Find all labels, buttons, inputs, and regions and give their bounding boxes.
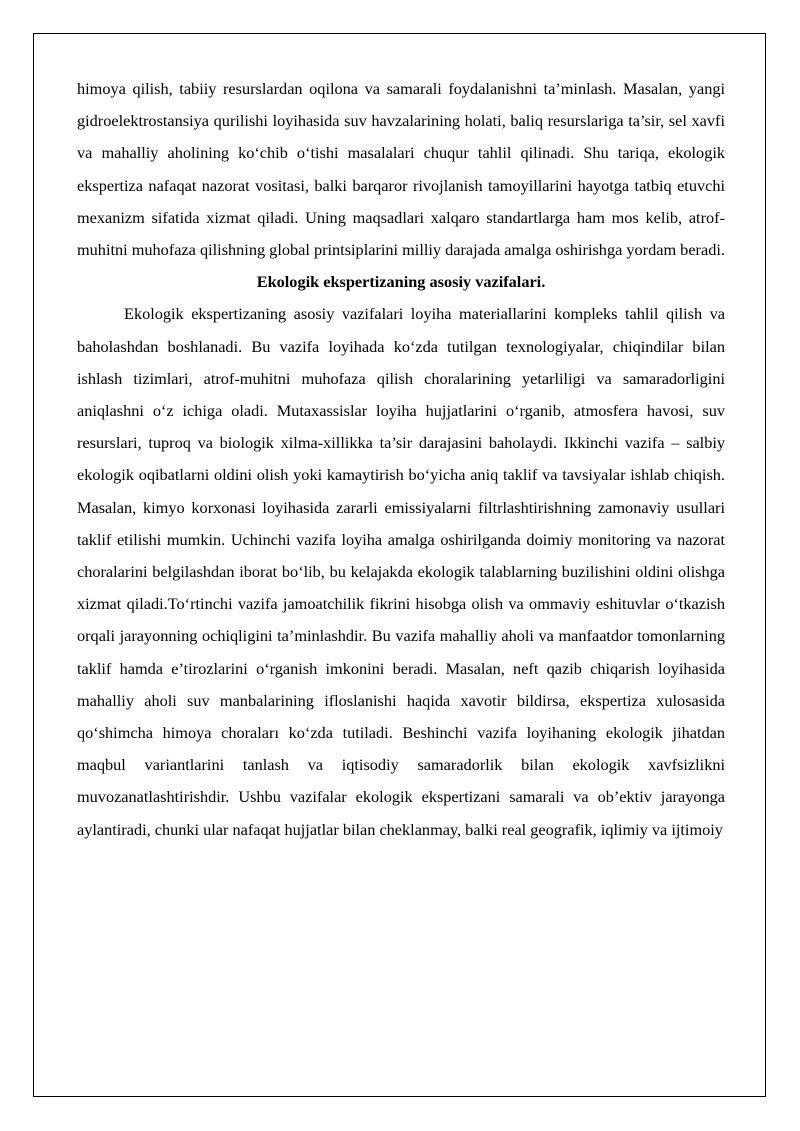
section-heading: Ekologik ekspertizaning asosiy vazifalari. [256, 272, 546, 292]
paragraph-continuation: himoya qilish, tabiiy resurslardan oqilona va samarali foydalanishni ta’minlash. Masalan, yangi gidroelektrostansiya qurilishi loyihasida suv havzalarining holati, baliq resurslariga ta’sir, sel xavfi va mahalliy aholining ko‘chib o‘tishi masalalari chuqur tahlil qilinadi. Shu tariqa, ekologik ekspertiza nafaqat nazorat vositasi, balki barqaror rivojlanish tamoyillarini hayotga tatbiq etuvchi mexanizm sifatida xizmat qiladi. Uning maqsadlari xalqaro standartlarga ham mos kelib, atrof-muhitni muhofaza qilishning global printsiplarini milliy darajada amalga oshirishga yordam beradi. [77, 79, 725, 260]
paragraph-main: Ekologik ekspertizaning asosiy vazifalari loyiha materiallarini kompleks tahlil qilish va baholashdan boshlanadi. Bu vazifa loyihada ko‘zda tutilgan texnologiyalar, chiqindilar bilan ishlash tizimlari, atrof-muhitni muhofaza qilish choralarining yetarliligi va samaradorligini aniqlashni o‘z ichiga oladi. Mutaxassislar loyiha hujjatlarini o‘rganib, atmosfera havosi, suv resurslari, tuproq va biologik xilma-xillikka ta’sir darajasini baholaydi. Ikkinchi vazifa – salbiy ekologik oqibatlarni oldini olish yoki kamaytirish bo‘yicha aniq taklif va tavsiyalar ishlab chiqish. Masalan, kimyo korxonasi loyihasida zararli emissiyalarni filtrlashtirishning zamonaviy usullari taklif etilishi mumkin. Uchinchi vazifa loyiha amalga oshirilganda doimiy monitoring va nazorat choralarini belgilashdan iborat bo‘lib, bu kelajakda ekologik talablarning buzilishini oldini olishga xizmat qiladi.To‘rtinchi vazifa jamoatchilik fikrini hisobga olish va ommaviy eshituvlar o‘tkazish orqali jarayonning ochiqligini ta’minlashdir. Bu vazifa mahalliy aholi va manfaatdor tomonlarning taklif hamda e’tirozlarini o‘rganish imkonini beradi. Masalan, neft qazib chiqarish loyihasida mahalliy aholi suv manbalarining ifloslanishi haqida xavotir bildirsa, ekspertiza xulosasida qo‘shimcha himoya choraları ko‘zda tutiladi. Beshinchi vazifa loyihaning ekologik jihatdan maqbul variantlarini tanlash va iqtisodiy samaradorlik bilan ekologik xavfsizlikni muvozanatlashtirishdir. Ushbu vazifalar ekologik ekspertizani samarali va ob’ektiv jarayonga aylantiradi, chunki ular nafaqat hujjatlar bilan cheklanmay, balki real geografik, iqlimiy va ijtimoiy [77, 304, 725, 839]
document-body [77, 73, 725, 846]
